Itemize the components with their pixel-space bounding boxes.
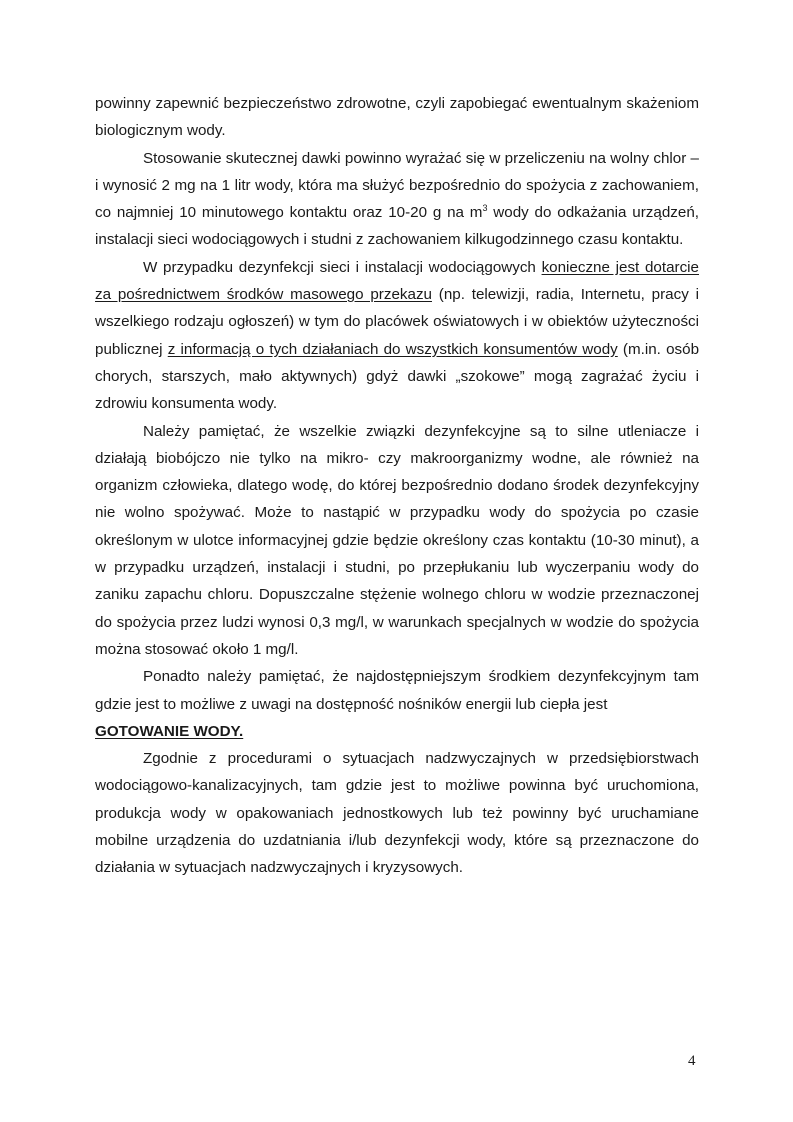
body-text (95, 90, 699, 882)
underlined-phrase-consumers: z informacją o tych działaniach do wszystkich konsumentów wody (167, 340, 618, 358)
paragraph-1-text: powinny zapewnić bezpieczeństwo zdrowotne, czyli zapobiegać ewentualnym skażeniom biologicznym wody. (95, 95, 699, 140)
underlined-phrase-media: konieczne jest dotarcie za pośrednictwem środków masowego przekazu (95, 258, 699, 304)
paragraph-2 (95, 145, 699, 254)
paragraph-3-text-b: (np. telewizji, radia, Internetu, pracy i wszelkiego rodzaju ogłoszeń) w tym do placówek oświatowych i w obiektów użyteczności publicznej (95, 286, 699, 358)
paragraph-3 (95, 254, 699, 418)
paragraph-6 (95, 745, 699, 881)
paragraph-2-text-a: Stosowanie skutecznej dawki powinno wyrażać się w przeliczeniu na wolny chlor – i wynosić 2 mg na 1 litr wody, która ma służyć bezpośrednio do spożycia z zachowaniem, co najmniej 10 minutowego kontaktu oraz 10-20 g na m (95, 149, 699, 222)
paragraph-6-text: Zgodnie z procedurami o sytuacjach nadzwyczajnych w przedsiębiorstwach wodociągowo-kanalizacyjnych, tam gdzie jest to możliwe powinna być uruchomiona, produkcja wody w opakowaniach jednostkowych lub też powinny być uruchamiane mobilne urządzenia do uzdatniania i/lub dezynfekcji wody, które są przeznaczone do działania w sytuacjach nadzwyczajnych i kryzysowych. (95, 750, 699, 877)
paragraph-5 (95, 663, 699, 745)
paragraph-3-text-a: W przypadku dezynfekcji sieci i instalacji wodociągowych (143, 258, 542, 276)
paragraph-3-text-c: (m.in. osób chorych, starszych, mało aktywnych) gdyż dawki „szokowe” mogą zagrażać życiu i zdrowiu konsumenta wody. (95, 340, 700, 413)
boiling-water-emphasis: GOTOWANIE WODY. (95, 722, 244, 740)
paragraph-4 (95, 418, 699, 664)
page-number: 4 (688, 1053, 696, 1069)
paragraph-5-text: Ponadto należy pamiętać, że najdostępniejszym środkiem dezynfekcyjnym tam gdzie jest to możliwe z uwagi na dostępność nośników energii lub ciepła jest (95, 668, 699, 713)
paragraph-1 (95, 90, 699, 145)
paragraph-4-text: Należy pamiętać, że wszelkie związki dezynfekcyjne są to silne utleniacze i działają biobójczo nie tylko na mikro- czy makroorganizmy wodne, ale również na organizm człowieka, dlatego wodę, do której bezpośrednio dodano środek dezynfekcyjny nie wolno spożywać. Może to nastąpić w przypadku wody do spożycia po czasie określonym w ulotce informacyjnej gdzie będzie określony czas kontaktu (10-30 minut), a w przypadku urządzeń, instalacji i studni, po przepłukaniu lub wyczerpaniu wody do zaniku zapachu chloru. Dopuszczalne stężenie wolnego chloru w wodzie przeznaczonej do spożycia przez ludzi wynosi 0,3 mg/l, w warunkach specjalnych w wodzie do spożycia można stosować około 1 mg/l. (95, 422, 699, 658)
cubic-superscript: 3 (482, 203, 488, 214)
paragraph-2-text-b: wody do odkażania urządzeń, instalacji sieci wodociągowych i studni z zachowaniem kilkugodzinnego czasu kontaktu. (95, 204, 700, 249)
